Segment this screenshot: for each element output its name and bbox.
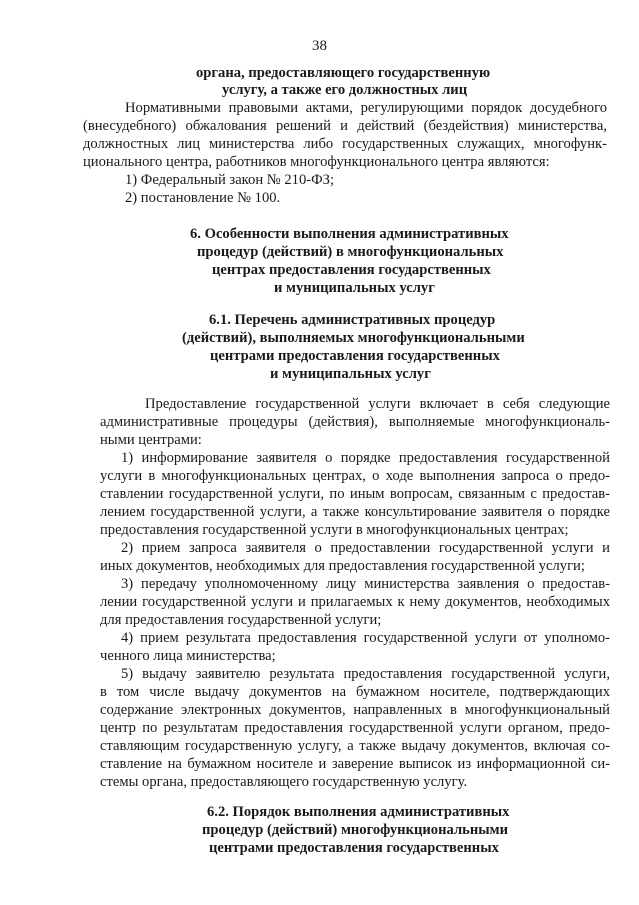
text-line: предоставления государственной услуги в многофункциональных центрах; [100,522,569,538]
text-line: ционального центра, работников многофункционального центра являются: [83,154,550,170]
text-line: ными центрами: [100,432,202,448]
text-line: стемы органа, предоставляющего государственную услугу. [100,774,468,790]
text-line: 3) передачу уполномоченному лицу министерства заявления о предостав- [121,576,610,592]
text-line: лением государственной услуги, а также консультирование заявителя о порядке [100,504,610,520]
text-line: в том числе выдачу документов на бумажном носителе, подтверждающих [100,684,610,700]
text-line: для предоставления государственной услуги; [100,612,382,628]
text-line: 1) Федеральный закон № 210-ФЗ; [125,172,335,188]
heading-line: процедур (действий) в многофункциональных [197,244,504,260]
heading-line: и муниципальных услуг [274,280,435,296]
text-line: 2) прием запроса заявителя о предоставлении государственной услуги и [121,540,610,556]
text-line: (внесудебного) обжалования решений и действий (бездействия) министерства, [83,118,607,134]
text-line: административные процедуры (действия), выполняемые многофункциональ- [100,414,610,430]
text-line: должностных лиц министерства либо государственных служащих, многофунк- [83,136,607,152]
text-line: услуги в многофункциональных центрах, о ходе выполнения запроса о предо- [100,468,610,484]
text-line: 2) постановление № 100. [125,190,281,206]
text-line: Предоставление государственной услуги включает в себя следующие [145,396,610,412]
heading-line: центрах предоставления государственных [212,262,491,278]
heading-line: 6.1. Перечень административных процедур [209,312,496,328]
page-number: 38 [312,38,327,54]
text-line: лении государственной услуги и прилагаемых к нему документов, необходимых [100,594,610,610]
text-line: 4) прием результата предоставления государственной услуги от уполномо- [121,630,610,646]
heading-line: процедур (действий) многофункциональными [202,822,508,838]
heading-line: центрами предоставления государственных [209,840,499,856]
text-line: ставляющим государственную услугу, а также выдачу документов, включая со- [100,738,610,754]
heading-line: и муниципальных услуг [270,366,431,382]
heading-line: органа, предоставляющего государственную [196,65,491,81]
text-line: иных документов, необходимых для предоставления государственной услуги; [100,558,585,574]
text-line: 5) выдачу заявителю результата предоставления государственной услуги, [121,666,610,682]
text-line: содержание электронных документов, направленных в многофункциональный [100,702,610,718]
text-line: ставление на бумажном носителе и заверение выписок из информационной си- [100,756,610,772]
heading-line: (действий), выполняемых многофункциональными [182,330,525,346]
text-line: Нормативными правовыми актами, регулирующими порядок досудебного [125,100,607,116]
heading-line: 6.2. Порядок выполнения административных [207,804,510,820]
heading-line: услугу, а также его должностных лиц [222,82,468,98]
text-line: ченного лица министерства; [100,648,276,664]
text-line: центр по результатам предоставления государственной услуги органом, предо- [100,720,610,736]
heading-line: центрами предоставления государственных [210,348,500,364]
heading-line: 6. Особенности выполнения административных [190,226,509,242]
text-line: 1) информирование заявителя о порядке предоставления государственной [121,450,610,466]
text-line: ставлении государственной услуги, по иным вопросам, связанным с предостав- [100,486,610,502]
